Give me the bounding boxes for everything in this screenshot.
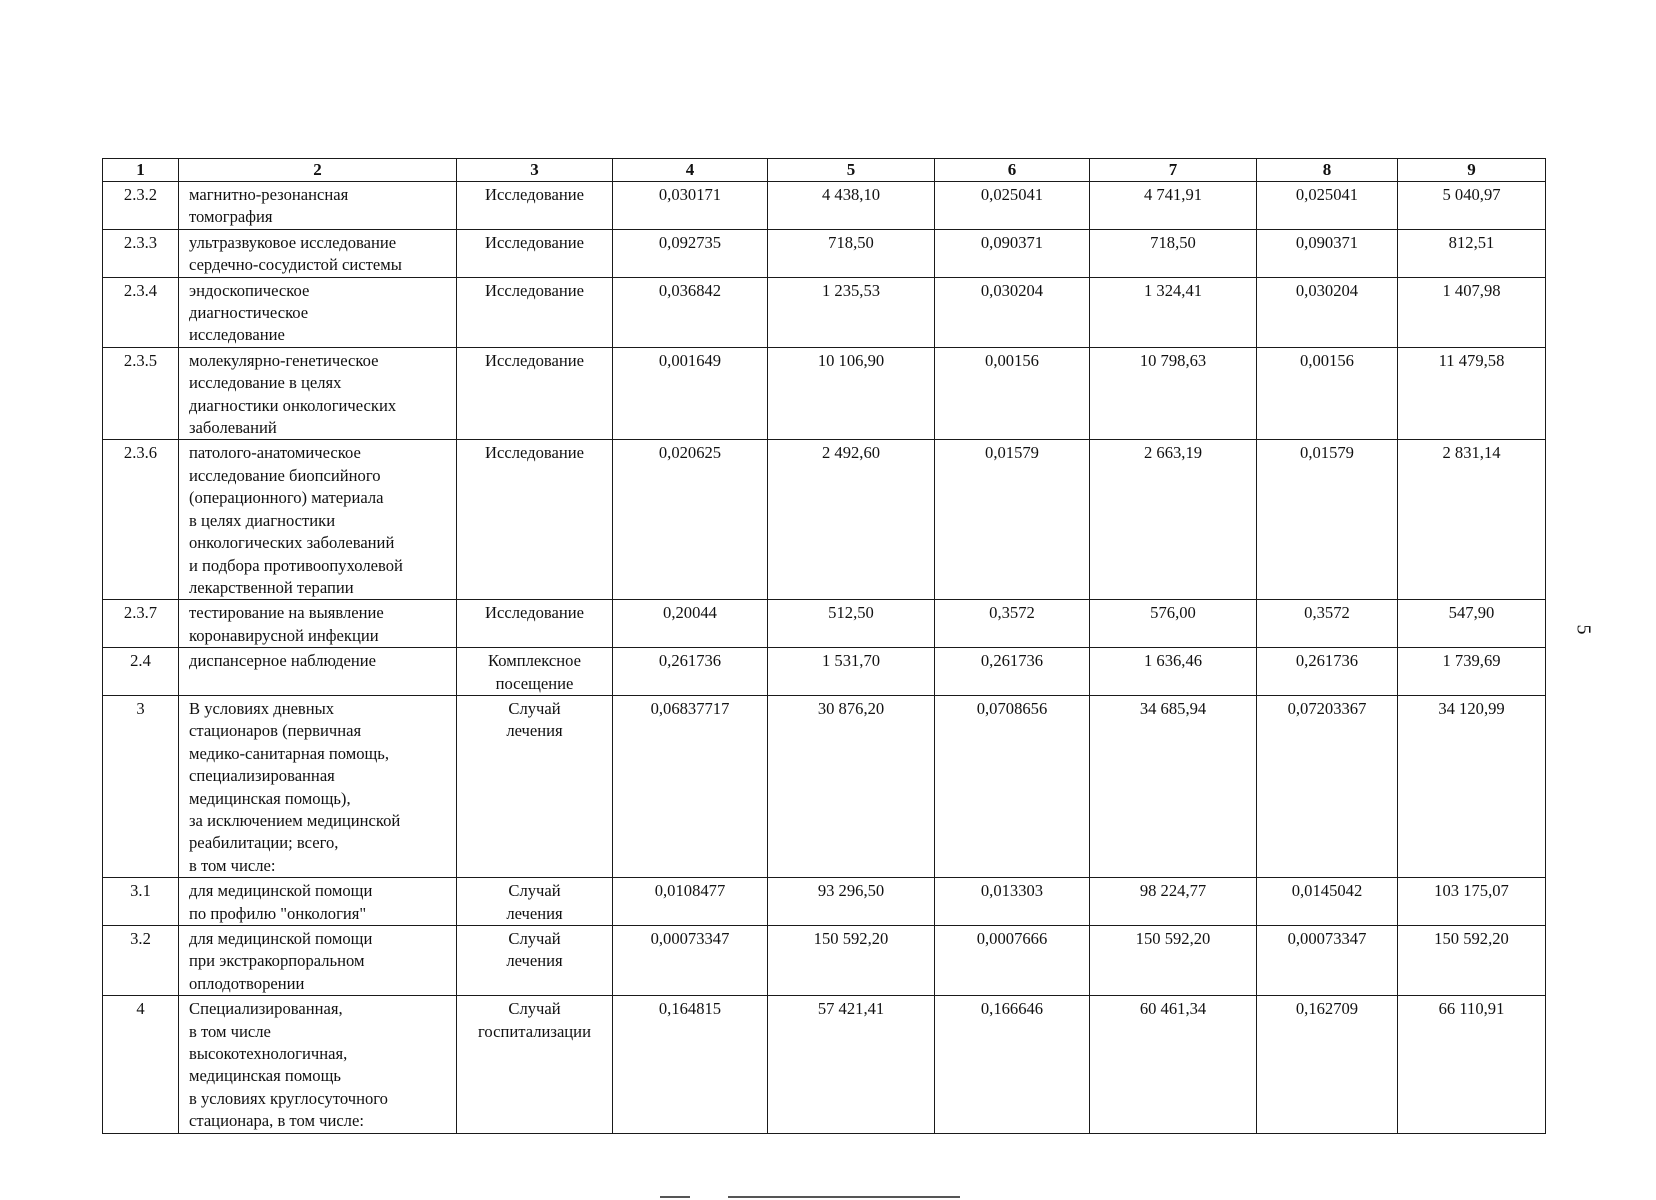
cell-col9: 2 831,14 bbox=[1398, 440, 1546, 600]
row-unit: Случай лечения bbox=[457, 695, 613, 877]
row-name: молекулярно-генетическое исследование в целях диагностики онкологических заболеваний bbox=[179, 347, 457, 440]
header-cell-6: 6 bbox=[935, 159, 1090, 182]
row-name: диспансерное наблюдение bbox=[179, 648, 457, 696]
cell-col7: 576,00 bbox=[1090, 600, 1257, 648]
row-number: 4 bbox=[103, 996, 179, 1133]
cell-col6: 0,0007666 bbox=[935, 926, 1090, 996]
table-row bbox=[103, 182, 1546, 230]
cell-col4: 0,261736 bbox=[613, 648, 768, 696]
cell-col6: 0,0708656 bbox=[935, 695, 1090, 877]
cell-col9: 5 040,97 bbox=[1398, 182, 1546, 230]
cell-col5: 718,50 bbox=[768, 229, 935, 277]
cell-col9: 1 739,69 bbox=[1398, 648, 1546, 696]
cell-col5: 10 106,90 bbox=[768, 347, 935, 440]
cell-col6: 0,166646 bbox=[935, 996, 1090, 1133]
table-row bbox=[103, 695, 1546, 877]
cell-col6: 0,025041 bbox=[935, 182, 1090, 230]
cell-col8: 0,01579 bbox=[1257, 440, 1398, 600]
row-unit: Исследование bbox=[457, 229, 613, 277]
cell-col9: 812,51 bbox=[1398, 229, 1546, 277]
row-name: тестирование на выявление коронавирусной инфекции bbox=[179, 600, 457, 648]
cell-col7: 10 798,63 bbox=[1090, 347, 1257, 440]
row-name: В условиях дневных стационаров (первичная медико-санитарная помощь, специализированная медицинская помощь), за исключением медицинской реабилитации; всего, в том числе: bbox=[179, 695, 457, 877]
header-cell-5: 5 bbox=[768, 159, 935, 182]
scan-artifact-dot bbox=[660, 1196, 690, 1198]
cell-col4: 0,001649 bbox=[613, 347, 768, 440]
cell-col4: 0,06837717 bbox=[613, 695, 768, 877]
data-table bbox=[102, 158, 1546, 1134]
cell-col7: 150 592,20 bbox=[1090, 926, 1257, 996]
cell-col8: 0,030204 bbox=[1257, 277, 1398, 347]
header-cell-3: 3 bbox=[457, 159, 613, 182]
cell-col7: 98 224,77 bbox=[1090, 878, 1257, 926]
cell-col9: 34 120,99 bbox=[1398, 695, 1546, 877]
row-number: 3 bbox=[103, 695, 179, 877]
cell-col9: 66 110,91 bbox=[1398, 996, 1546, 1133]
cell-col6: 0,01579 bbox=[935, 440, 1090, 600]
cell-col4: 0,092735 bbox=[613, 229, 768, 277]
row-number: 2.3.4 bbox=[103, 277, 179, 347]
row-number: 2.3.2 bbox=[103, 182, 179, 230]
row-unit: Комплексное посещение bbox=[457, 648, 613, 696]
row-number: 3.1 bbox=[103, 878, 179, 926]
row-name: патолого-анатомическое исследование биопсийного (операционного) материала в целях диагностики онкологических заболеваний и подбора противоопухолевой лекарственной терапии bbox=[179, 440, 457, 600]
cell-col5: 150 592,20 bbox=[768, 926, 935, 996]
cell-col4: 0,036842 bbox=[613, 277, 768, 347]
row-name: ультразвуковое исследование сердечно-сосудистой системы bbox=[179, 229, 457, 277]
cell-col8: 0,00156 bbox=[1257, 347, 1398, 440]
cell-col9: 103 175,07 bbox=[1398, 878, 1546, 926]
page-number: 5 bbox=[1572, 624, 1595, 635]
row-name: Специализированная, в том числе высокотехнологичная, медицинская помощь в условиях круглосуточного стационара, в том числе: bbox=[179, 996, 457, 1133]
cell-col8: 0,07203367 bbox=[1257, 695, 1398, 877]
cell-col8: 0,162709 bbox=[1257, 996, 1398, 1133]
cell-col6: 0,090371 bbox=[935, 229, 1090, 277]
cell-col4: 0,030171 bbox=[613, 182, 768, 230]
cell-col6: 0,013303 bbox=[935, 878, 1090, 926]
cell-col7: 2 663,19 bbox=[1090, 440, 1257, 600]
cell-col4: 0,0108477 bbox=[613, 878, 768, 926]
cell-col8: 0,3572 bbox=[1257, 600, 1398, 648]
cell-col7: 4 741,91 bbox=[1090, 182, 1257, 230]
cell-col4: 0,20044 bbox=[613, 600, 768, 648]
table-row bbox=[103, 600, 1546, 648]
cell-col7: 60 461,34 bbox=[1090, 996, 1257, 1133]
cell-col9: 150 592,20 bbox=[1398, 926, 1546, 996]
row-name: для медицинской помощи при экстракорпоральном оплодотворении bbox=[179, 926, 457, 996]
header-cell-9: 9 bbox=[1398, 159, 1546, 182]
cell-col5: 57 421,41 bbox=[768, 996, 935, 1133]
cell-col5: 4 438,10 bbox=[768, 182, 935, 230]
row-number: 3.2 bbox=[103, 926, 179, 996]
cell-col5: 30 876,20 bbox=[768, 695, 935, 877]
table-row bbox=[103, 648, 1546, 696]
cell-col6: 0,261736 bbox=[935, 648, 1090, 696]
table-row bbox=[103, 229, 1546, 277]
row-unit: Исследование bbox=[457, 600, 613, 648]
row-name: для медицинской помощи по профилю "онкология" bbox=[179, 878, 457, 926]
cell-col9: 547,90 bbox=[1398, 600, 1546, 648]
row-unit: Случай госпитализации bbox=[457, 996, 613, 1133]
cell-col4: 0,00073347 bbox=[613, 926, 768, 996]
header-cell-2: 2 bbox=[179, 159, 457, 182]
header-cell-1: 1 bbox=[103, 159, 179, 182]
header-cell-7: 7 bbox=[1090, 159, 1257, 182]
row-unit: Исследование bbox=[457, 347, 613, 440]
cell-col9: 1 407,98 bbox=[1398, 277, 1546, 347]
cell-col7: 34 685,94 bbox=[1090, 695, 1257, 877]
cell-col5: 512,50 bbox=[768, 600, 935, 648]
table-row bbox=[103, 926, 1546, 996]
row-number: 2.3.3 bbox=[103, 229, 179, 277]
cell-col5: 1 531,70 bbox=[768, 648, 935, 696]
cell-col4: 0,164815 bbox=[613, 996, 768, 1133]
scan-artifact-line bbox=[728, 1196, 960, 1198]
row-name: эндоскопическое диагностическое исследование bbox=[179, 277, 457, 347]
row-unit: Исследование bbox=[457, 277, 613, 347]
cell-col4: 0,020625 bbox=[613, 440, 768, 600]
header-cell-8: 8 bbox=[1257, 159, 1398, 182]
cell-col6: 0,030204 bbox=[935, 277, 1090, 347]
cell-col8: 0,00073347 bbox=[1257, 926, 1398, 996]
row-number: 2.3.5 bbox=[103, 347, 179, 440]
header-cell-4: 4 bbox=[613, 159, 768, 182]
cell-col8: 0,261736 bbox=[1257, 648, 1398, 696]
cell-col7: 1 324,41 bbox=[1090, 277, 1257, 347]
cell-col8: 0,025041 bbox=[1257, 182, 1398, 230]
table-header-row bbox=[103, 159, 1546, 182]
cell-col6: 0,00156 bbox=[935, 347, 1090, 440]
cell-col8: 0,0145042 bbox=[1257, 878, 1398, 926]
cell-col6: 0,3572 bbox=[935, 600, 1090, 648]
cell-col5: 2 492,60 bbox=[768, 440, 935, 600]
cell-col7: 718,50 bbox=[1090, 229, 1257, 277]
row-number: 2.4 bbox=[103, 648, 179, 696]
cell-col7: 1 636,46 bbox=[1090, 648, 1257, 696]
cell-col5: 93 296,50 bbox=[768, 878, 935, 926]
table-row bbox=[103, 277, 1546, 347]
row-name: магнитно-резонансная томография bbox=[179, 182, 457, 230]
row-number: 2.3.6 bbox=[103, 440, 179, 600]
row-unit: Случай лечения bbox=[457, 878, 613, 926]
table-row bbox=[103, 347, 1546, 440]
table-row bbox=[103, 878, 1546, 926]
row-unit: Случай лечения bbox=[457, 926, 613, 996]
row-unit: Исследование bbox=[457, 440, 613, 600]
table-row bbox=[103, 996, 1546, 1133]
row-number: 2.3.7 bbox=[103, 600, 179, 648]
row-unit: Исследование bbox=[457, 182, 613, 230]
cell-col5: 1 235,53 bbox=[768, 277, 935, 347]
table-row bbox=[103, 440, 1546, 600]
cell-col8: 0,090371 bbox=[1257, 229, 1398, 277]
cell-col9: 11 479,58 bbox=[1398, 347, 1546, 440]
